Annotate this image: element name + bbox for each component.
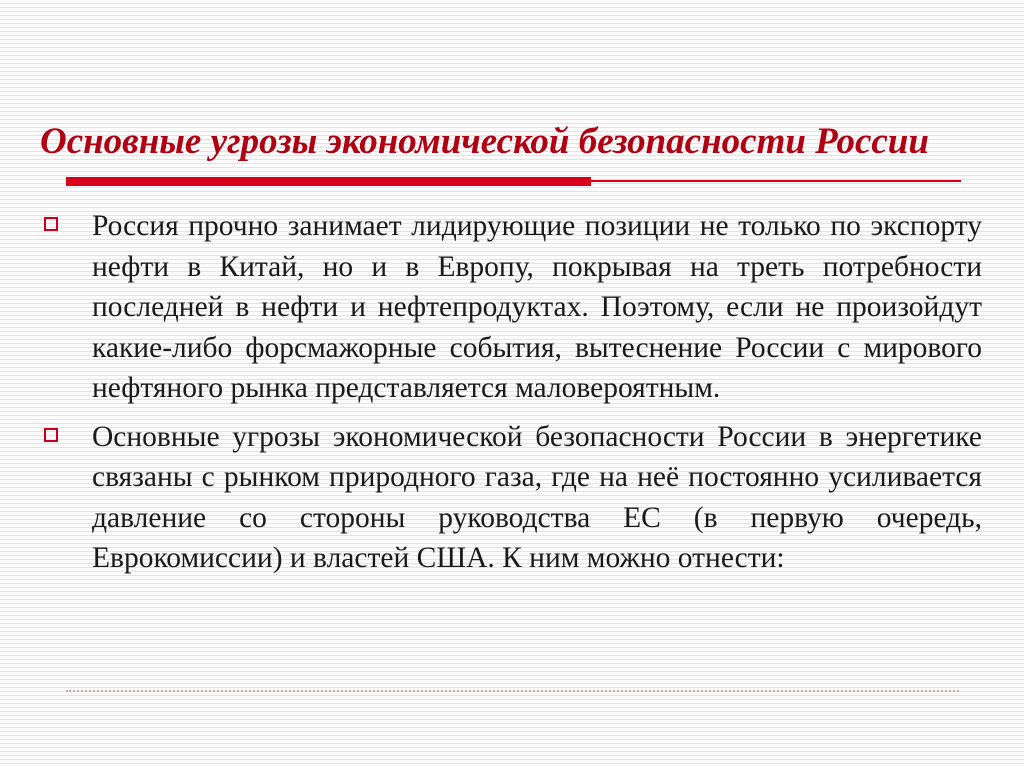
bullet-text: Россия прочно занимает лидирующие позиции не только по экспорту нефти в Китай, но и в Европу, покрывая на треть потребности последней в нефти и нефтепродуктах. Поэтому, если не произойдут какие-либо форсмажорные события, вытеснение России с мирового нефтяного рынка представляется маловероятным. <box>92 210 982 404</box>
bullet-list <box>36 206 982 587</box>
footer-divider <box>66 690 959 692</box>
square-bullet-icon <box>44 428 58 442</box>
bullet-text: Основные угрозы экономической безопасности России в энергетике связаны с рынком природного газа, где на неё постоянно усиливается давление со стороны руководства ЕС (в первую очередь, Еврокомиссии) и властей США. К ним можно отнести: <box>92 420 982 574</box>
square-bullet-icon <box>44 217 58 231</box>
slide-title: Основные угрозы экономической безопасности России <box>40 121 929 162</box>
title-underline-thick <box>66 177 591 186</box>
title-underline-thin <box>591 180 961 182</box>
bullet-item <box>36 417 982 579</box>
bullet-item <box>36 206 982 409</box>
